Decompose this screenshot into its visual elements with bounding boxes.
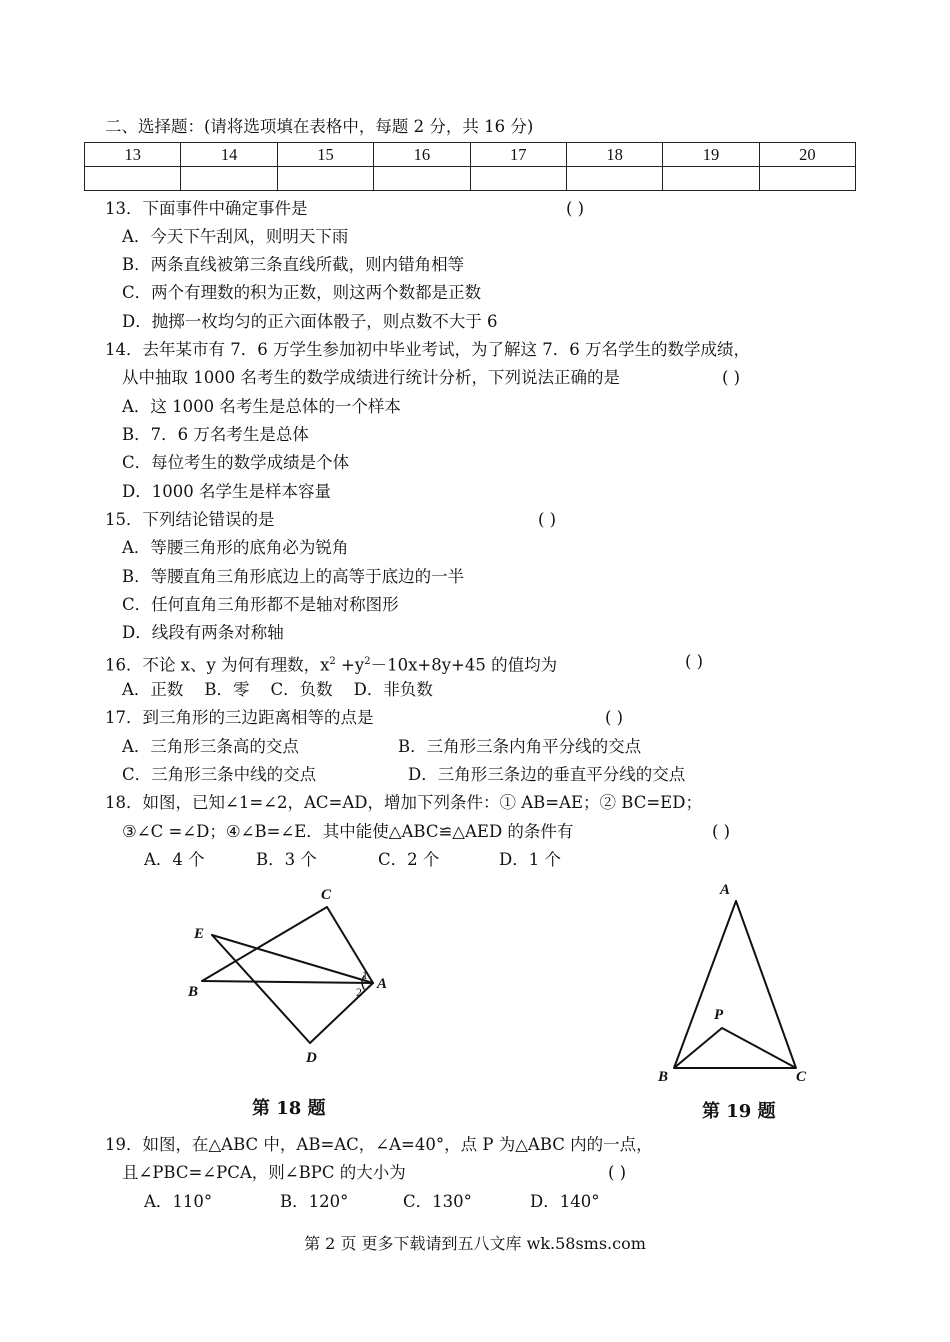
q13-option-c: C．两个有理数的积为正数，则这两个数都是正数 xyxy=(122,283,482,302)
q17-option-d: D．三角形三条边的垂直平分线的交点 xyxy=(408,765,686,784)
q14-option-b: B．7．6 万名考生是总体 xyxy=(122,425,309,444)
answer-header-cell: 17 xyxy=(470,143,566,167)
segments-bp-pc xyxy=(674,1028,796,1068)
answer-blank-cell[interactable] xyxy=(374,167,470,191)
point-label-e: E xyxy=(194,926,205,942)
q19-bracket: ( ) xyxy=(608,1163,627,1182)
q13-stem: 13．下面事件中确定事件是 xyxy=(105,199,308,218)
q16-exponent-1: 2 xyxy=(329,656,336,667)
q16-exponent-2: 2 xyxy=(364,656,371,667)
q19-option-c: C．130° xyxy=(403,1192,472,1211)
point-label-a: A xyxy=(720,882,731,898)
q18-option-a: A．4 个 xyxy=(144,850,205,869)
q16-options: A．正数 B．零 C．负数 D．非负数 xyxy=(122,680,433,699)
point-label-d: D xyxy=(306,1050,317,1066)
q18-option-d: D．1 个 xyxy=(499,850,561,869)
answer-blank-cell[interactable] xyxy=(470,167,566,191)
q15-option-c: C．任何直角三角形都不是轴对称图形 xyxy=(122,595,399,614)
answer-blank-cell[interactable] xyxy=(85,167,181,191)
q14-option-c: C．每位考生的数学成绩是个体 xyxy=(122,453,350,472)
answer-header-cell: 18 xyxy=(566,143,662,167)
angle-label-1: 1 xyxy=(362,968,368,982)
answer-blank-cell[interactable] xyxy=(566,167,662,191)
figure-19 xyxy=(650,876,820,1091)
figure-18 xyxy=(180,880,420,1070)
figure-18-caption: 第 18 题 xyxy=(252,1098,326,1119)
q14-stem-line1: 14．去年某市有 7．6 万学生参加初中毕业考试，为了解这 7．6 万名学生的数学成绩， xyxy=(105,340,750,359)
answer-table-header-row xyxy=(85,143,856,167)
answer-table-blank-row xyxy=(85,167,856,191)
q16-stem-pre: 16．不论 x、y 为何有理数，x xyxy=(105,655,330,675)
triangle-abc xyxy=(674,901,796,1068)
segment-ed xyxy=(212,935,310,1043)
point-label-c: C xyxy=(321,887,332,903)
point-label-b: B xyxy=(188,984,199,1000)
figure-18-diagram xyxy=(180,880,420,1070)
q15-option-a: A．等腰三角形的底角必为锐角 xyxy=(122,538,349,557)
figure-19-caption: 第 19 题 xyxy=(702,1101,776,1122)
q18-option-c: C．2 个 xyxy=(378,850,440,869)
q18-stem-line2: ③∠C =∠D；④∠B=∠E．其中能使△ABC≌△AED 的条件有 xyxy=(122,822,574,841)
q16-bracket: ( ) xyxy=(685,652,704,671)
q14-option-a: A．这 1000 名考生是总体的一个样本 xyxy=(122,397,401,416)
point-label-c: C xyxy=(796,1069,807,1085)
q13-bracket: ( ) xyxy=(566,199,585,218)
q18-stem-line1: 18．如图，已知∠1=∠2，AC=AD，增加下列条件：① AB=AE；② BC=ED； xyxy=(105,793,702,812)
q19-stem-line2: 且∠PBC=∠PCA，则∠BPC 的大小为 xyxy=(122,1163,406,1182)
q19-stem-line1: 19．如图，在△ABC 中，AB=AC，∠A=40°，点 P 为△ABC 内的一点， xyxy=(105,1135,653,1154)
q14-stem-line2: 从中抽取 1000 名考生的数学成绩进行统计分析，下列说法正确的是 xyxy=(122,368,620,387)
answer-header-cell: 19 xyxy=(663,143,759,167)
q17-stem: 17．到三角形的三边距离相等的点是 xyxy=(105,708,374,727)
section-title: 二、选择题：(请将选项填在表格中，每题 2 分，共 16 分) xyxy=(105,117,534,136)
point-label-p: P xyxy=(714,1007,724,1023)
q17-option-a: A．三角形三条高的交点 xyxy=(122,737,299,756)
q15-bracket: ( ) xyxy=(538,510,557,529)
point-label-b: B xyxy=(658,1069,669,1085)
q17-option-b: B．三角形三条内角平分线的交点 xyxy=(398,737,642,756)
q19-option-a: A．110° xyxy=(144,1192,213,1211)
q19-option-d: D．140° xyxy=(530,1192,600,1211)
answer-blank-cell[interactable] xyxy=(181,167,277,191)
answer-blank-cell[interactable] xyxy=(759,167,855,191)
q13-option-d: D．抛掷一枚均匀的正六面体骰子，则点数不大于 6 xyxy=(122,312,498,331)
answer-header-cell: 13 xyxy=(85,143,181,167)
q14-option-d: D．1000 名学生是样本容量 xyxy=(122,482,331,501)
q19-option-b: B．120° xyxy=(280,1192,349,1211)
answer-header-cell: 16 xyxy=(374,143,470,167)
point-label-a: A xyxy=(377,976,388,992)
answer-header-cell: 15 xyxy=(277,143,373,167)
figure-19-diagram xyxy=(650,876,820,1091)
q18-bracket: ( ) xyxy=(712,822,731,841)
q18-option-b: B．3 个 xyxy=(256,850,317,869)
q17-bracket: ( ) xyxy=(605,708,624,727)
q15-option-d: D．线段有两条对称轴 xyxy=(122,623,284,642)
segment-da xyxy=(310,983,373,1043)
q14-bracket: ( ) xyxy=(722,368,741,387)
q15-option-b: B．等腰直角三角形底边上的高等于底边的一半 xyxy=(122,567,465,586)
q16-stem-mid: +y xyxy=(335,655,365,675)
q16-stem xyxy=(105,652,557,676)
page-footer: 第 2 页 更多下载请到五八文库 wk.58sms.com xyxy=(304,1234,646,1253)
q15-stem: 15．下列结论错误的是 xyxy=(105,510,275,529)
q13-option-a: A．今天下午刮风，则明天下雨 xyxy=(122,227,349,246)
q17-option-c: C．三角形三条中线的交点 xyxy=(122,765,317,784)
answer-header-cell: 20 xyxy=(759,143,855,167)
answer-table xyxy=(84,142,856,191)
segment-ba xyxy=(202,981,373,983)
answer-blank-cell[interactable] xyxy=(277,167,373,191)
q16-stem-post: －10x+8y+45 的值均为 xyxy=(370,655,558,675)
answer-header-cell: 14 xyxy=(181,143,277,167)
angle-label-2: 2 xyxy=(356,985,362,999)
q13-option-b: B．两条直线被第三条直线所截，则内错角相等 xyxy=(122,255,465,274)
answer-blank-cell[interactable] xyxy=(663,167,759,191)
